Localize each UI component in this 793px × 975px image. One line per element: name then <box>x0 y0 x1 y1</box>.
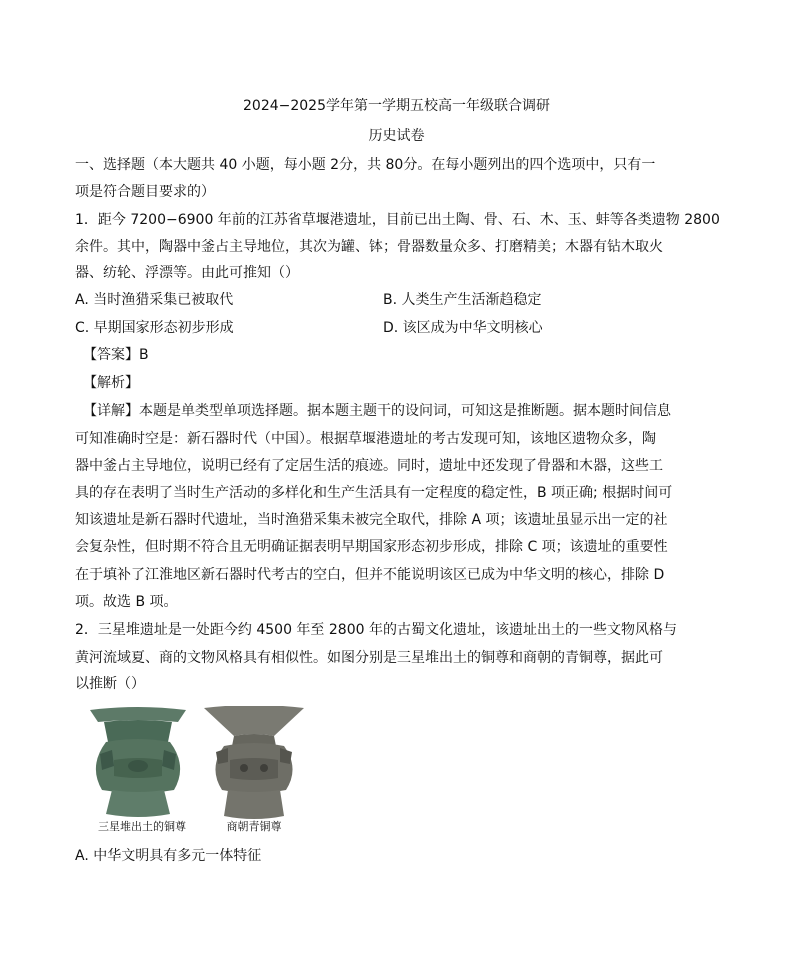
sanxingdui-zun-image <box>90 707 186 817</box>
q2-option-a: A. 中华文明具有多元一体特征 <box>75 848 262 864</box>
q1-detail-line6: 会复杂性，但时期不符合且无明确证据表明早期国家形态初步形成，排除 C 项；该遗址的重要性 <box>75 539 668 555</box>
vessels-illustration <box>78 706 308 836</box>
q1-stem-line1: 1．距今 7200−6900 年前的江苏省草堰港遗址，目前已出土陶、骨、石、木、玉、蚌等各类遗物 2800 <box>75 212 720 228</box>
q1-analysis-label: 【解析】 <box>83 375 139 391</box>
section-heading-line2: 项是符合题目要求的） <box>75 184 215 200</box>
q1-detail-line2: 可知准确时空是：新石器时代（中国）。根据草堰港遗址的考古发现可知，该地区遗物众多，陶 <box>75 431 656 447</box>
q2-stem-line1: 2．三星堆遗址是一处距今约 4500 年至 2800 年的古蜀文化遗址，该遗址出土的一些文物风格与 <box>75 622 677 638</box>
q1-detail-line4: 具的存在表明了当时生产活动的多样化和生产生活具有一定程度的稳定性，B 项正确; 根据时间可 <box>75 485 673 501</box>
exam-title: 2024−2025学年第一学期五校高一年级联合调研 <box>243 98 550 114</box>
left-vessel-caption: 三星堆出土的铜尊 <box>98 820 186 833</box>
q1-option-a: A. 当时渔猎采集已被取代 <box>75 292 234 308</box>
section-heading-line1: 一、选择题（本大题共 40 小题，每小题 2分，共 80分。在每小题列出的四个选项中，只有一 <box>75 157 656 173</box>
q1-option-c: C. 早期国家形态初步形成 <box>75 320 234 336</box>
q1-answer: 【答案】B <box>83 347 149 363</box>
q1-stem-line3: 器、纺轮、浮漂等。由此可推知（） <box>75 265 299 281</box>
shang-zun-image <box>204 706 304 819</box>
q1-detail-line1: 【详解】本题是单类型单项选择题。据本题主题干的设问词，可知这是推断题。据本题时间信息 <box>83 403 671 419</box>
q2-stem-line3: 以推断（） <box>75 676 145 692</box>
q1-option-d: D. 该区成为中华文明核心 <box>383 320 543 336</box>
q1-detail-line3: 器中釜占主导地位，说明已经有了定居生活的痕迹。同时，遗址中还发现了骨器和木器，这些工 <box>75 458 663 474</box>
q2-stem-line2: 黄河流域夏、商的文物风格具有相似性。如图分别是三星堆出土的铜尊和商朝的青铜尊，据此可 <box>75 650 663 666</box>
q1-option-b: B. 人类生产生活渐趋稳定 <box>383 292 542 308</box>
q1-detail-line7: 在于填补了江淮地区新石器时代考古的空白，但并不能说明该区已成为中华文明的核心，排除 D <box>75 567 665 583</box>
q1-detail-line5: 知该遗址是新石器时代遗址，当时渔猎采集未被完全取代，排除 A 项；该遗址虽显示出一定的社 <box>75 512 668 528</box>
q1-stem-line2: 余件。其中，陶器中釜占主导地位，其次为罐、钵；骨器数量众多、打磨精美；木器有钻木取火 <box>75 239 663 255</box>
q1-detail-line8: 项。故选 B 项。 <box>75 594 178 610</box>
bronze-vessels-figure <box>78 706 308 836</box>
exam-subtitle: 历史试卷 <box>368 128 425 144</box>
right-vessel-caption: 商朝青铜尊 <box>226 820 282 833</box>
